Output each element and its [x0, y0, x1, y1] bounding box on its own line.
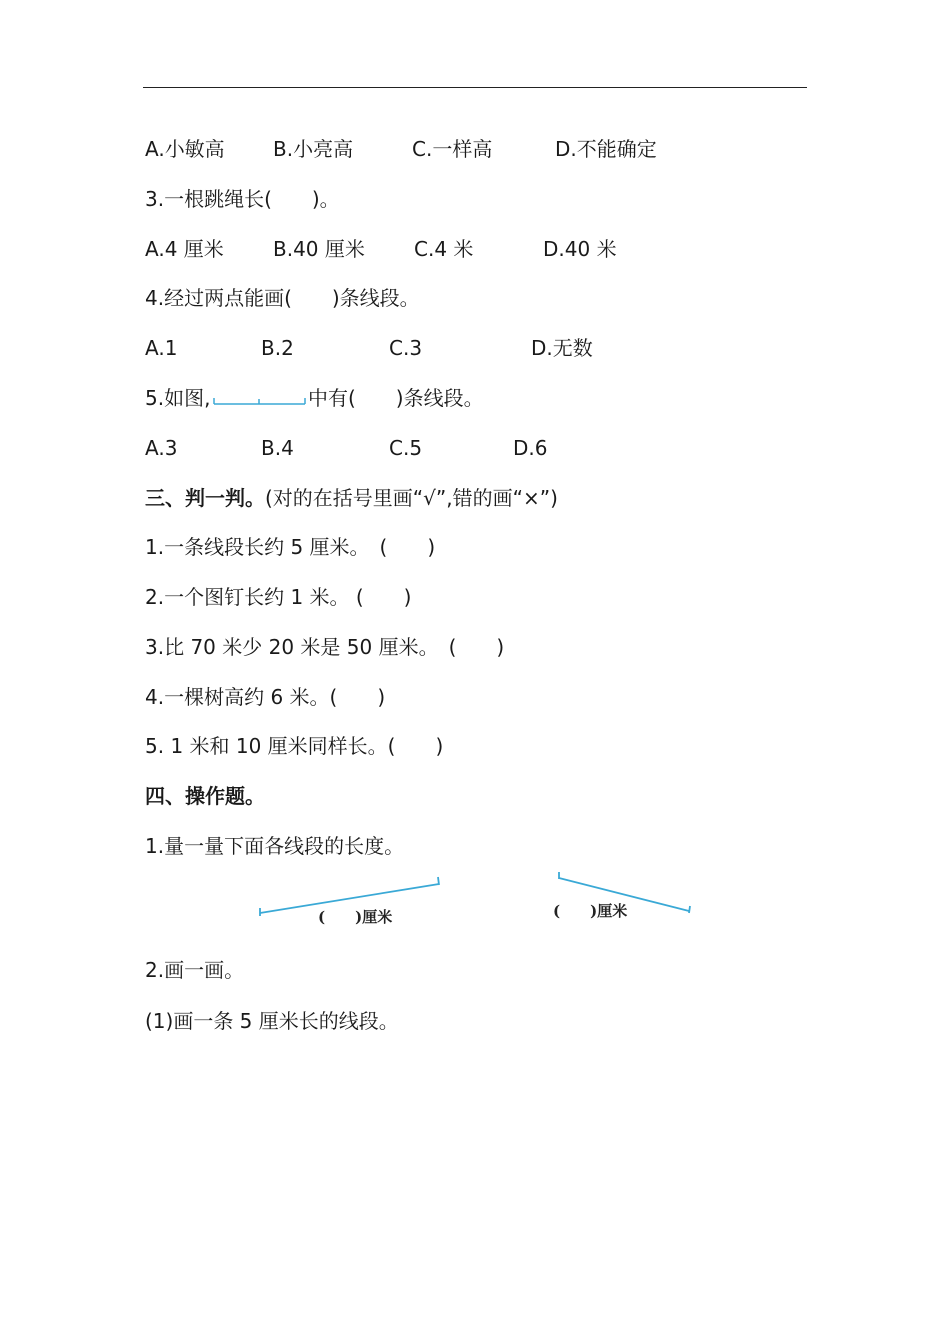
- measure-segment-2: [553, 872, 690, 920]
- q5-stem-after: 中有( )条线段。: [308, 386, 484, 410]
- q3-option-c[interactable]: C.4 米: [414, 237, 474, 261]
- q4-stem: 4.经过两点能画( )条线段。: [145, 286, 420, 310]
- q4-option-b[interactable]: B.2: [261, 336, 294, 360]
- section4-q2: 2.画一画。: [145, 958, 245, 982]
- q2-option-c[interactable]: C.一样高: [412, 137, 493, 161]
- q5-stem-before: 5.如图,: [145, 386, 211, 410]
- section4-title: 四、操作题。: [145, 784, 265, 808]
- q3-option-d[interactable]: D.40 米: [543, 237, 617, 261]
- q3-option-b[interactable]: B.40 厘米: [273, 237, 365, 261]
- measure-segment-2-label: ( )厘米: [553, 902, 628, 920]
- section3-title: 三、判一判。: [145, 486, 265, 510]
- section3-item-1: 1.一条线段长约 5 厘米。 ( ): [145, 535, 436, 559]
- q2-option-b[interactable]: B.小亮高: [273, 137, 354, 161]
- q3-option-a[interactable]: A.4 厘米: [145, 237, 224, 261]
- section4-q1: 1.量一量下面各线段的长度。: [145, 834, 405, 858]
- q3-stem: 3.一根跳绳长( )。: [145, 187, 340, 211]
- section3-item-3: 3.比 70 米少 20 米是 50 厘米。 ( ): [145, 635, 505, 659]
- q5-option-d[interactable]: D.6: [513, 436, 548, 460]
- q5-option-a[interactable]: A.3: [145, 436, 178, 460]
- section3-item-2: 2.一个图钉长约 1 米。 ( ): [145, 585, 412, 609]
- q5-option-c[interactable]: C.5: [389, 436, 423, 460]
- measure-segment-1: [260, 877, 439, 926]
- q4-option-a[interactable]: A.1: [145, 336, 178, 360]
- q4-option-c[interactable]: C.3: [389, 336, 423, 360]
- section3-item-5: 5. 1 米和 10 厘米同样长。( ): [145, 734, 444, 758]
- q2-option-d[interactable]: D.不能确定: [555, 137, 657, 161]
- q4-option-d[interactable]: D.无数: [531, 336, 593, 360]
- section3-item-4: 4.一棵树高约 6 米。( ): [145, 685, 386, 709]
- section4-q2-1: (1)画一条 5 厘米长的线段。: [145, 1009, 399, 1033]
- section3-instruction: (对的在括号里画“√”,错的画“×”): [265, 486, 558, 510]
- q5-option-b[interactable]: B.4: [261, 436, 294, 460]
- measure-segment-1-label: ( )厘米: [318, 908, 393, 926]
- q2-option-a[interactable]: A.小敏高: [145, 137, 225, 161]
